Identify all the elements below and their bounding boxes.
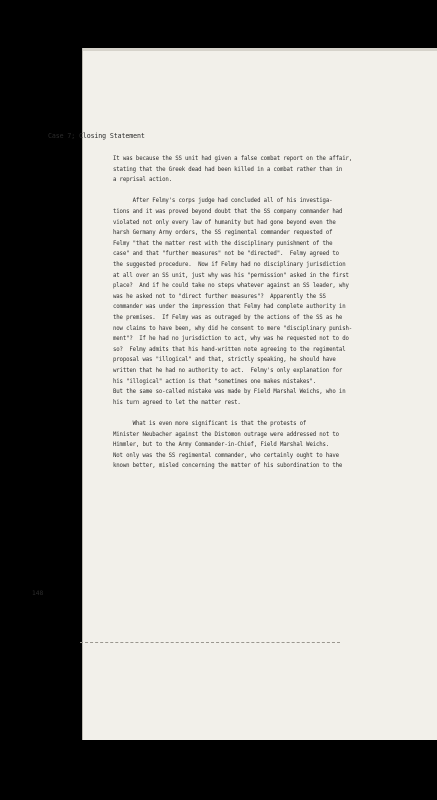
text-line: known better, misled concerning the matter of his subordination to the xyxy=(113,463,343,470)
page-header: Case 7; Closing Statement xyxy=(48,132,145,140)
text-line: written that he had no authority to act. Felmy's only explanation for xyxy=(113,368,343,374)
page-number: 148 xyxy=(32,590,44,597)
text-line: at all over an SS unit, just why was his "permission" asked in the first xyxy=(113,272,349,279)
text-line: Felmy "that the matter rest with the disciplinary punishment of the xyxy=(113,240,333,247)
text-line: It was because the SS unit had given a false combat report on the affair, xyxy=(113,156,353,162)
text-line: What is even more significant is that the protests of xyxy=(113,421,307,427)
text-line: Himmler, but to the Army Commander-in-Chief, Field Marshal Weichs. xyxy=(113,442,330,449)
text-line: violated not only every law of humanity but had gone beyond even the xyxy=(113,219,336,226)
text-line: the premises. If Felmy was as outraged by the actions of the SS as he xyxy=(113,315,343,321)
divider-line xyxy=(80,642,340,643)
text-line: But the same so-called mistake was made by Field Marshal Weichs, who in xyxy=(113,389,346,396)
text-line: After Felmy's corps judge had concluded all of his investiga- xyxy=(113,198,333,205)
text-line: stating that the Greek dead had been killed in a combat rather than in xyxy=(113,166,343,173)
text-line: so? Felmy admits that his hand-written note agreeing to the regimental xyxy=(113,346,346,353)
text-line: his "illogical" action is that "sometimes one makes mistakes". xyxy=(113,378,316,385)
text-line: ment"? If he had no jurisdiction to act, why was he requested not to do xyxy=(113,336,349,343)
text-line: now claims to have been, why did he consent to mere "disciplinary punish- xyxy=(113,325,353,332)
text-line: place? And if he could take no steps whatever against an SS leader, why xyxy=(113,283,349,290)
text-line: commander was under the impression that Felmy had complete authority in xyxy=(113,304,346,311)
text-line: the suggested procedure. Now if Felmy had no disciplinary jurisdiction xyxy=(113,262,346,268)
text-line: Minister Neubacher against the Distomon outrage were addressed not to xyxy=(113,431,339,438)
text-line: a reprisal action. xyxy=(113,177,172,184)
text-line: tions and it was proved beyond doubt that the SS company commander had xyxy=(113,209,343,215)
text-line: case" and that "further measures" not be "directed". Felmy agreed to xyxy=(113,251,339,258)
text-line: harsh Germany Army orders, the SS regimental commander requested of xyxy=(113,230,333,237)
text-line: his turn agreed to let the matter rest. xyxy=(113,399,241,406)
text-line: Not only was the SS regimental commander, who certainly ought to have xyxy=(113,452,339,459)
text-line: proposal was "illogical" and that, strictly speaking, he should have xyxy=(113,357,336,364)
page-top-edge xyxy=(83,48,437,51)
text-line: was he asked not to "direct further measures"? Apparently the SS xyxy=(113,293,326,300)
